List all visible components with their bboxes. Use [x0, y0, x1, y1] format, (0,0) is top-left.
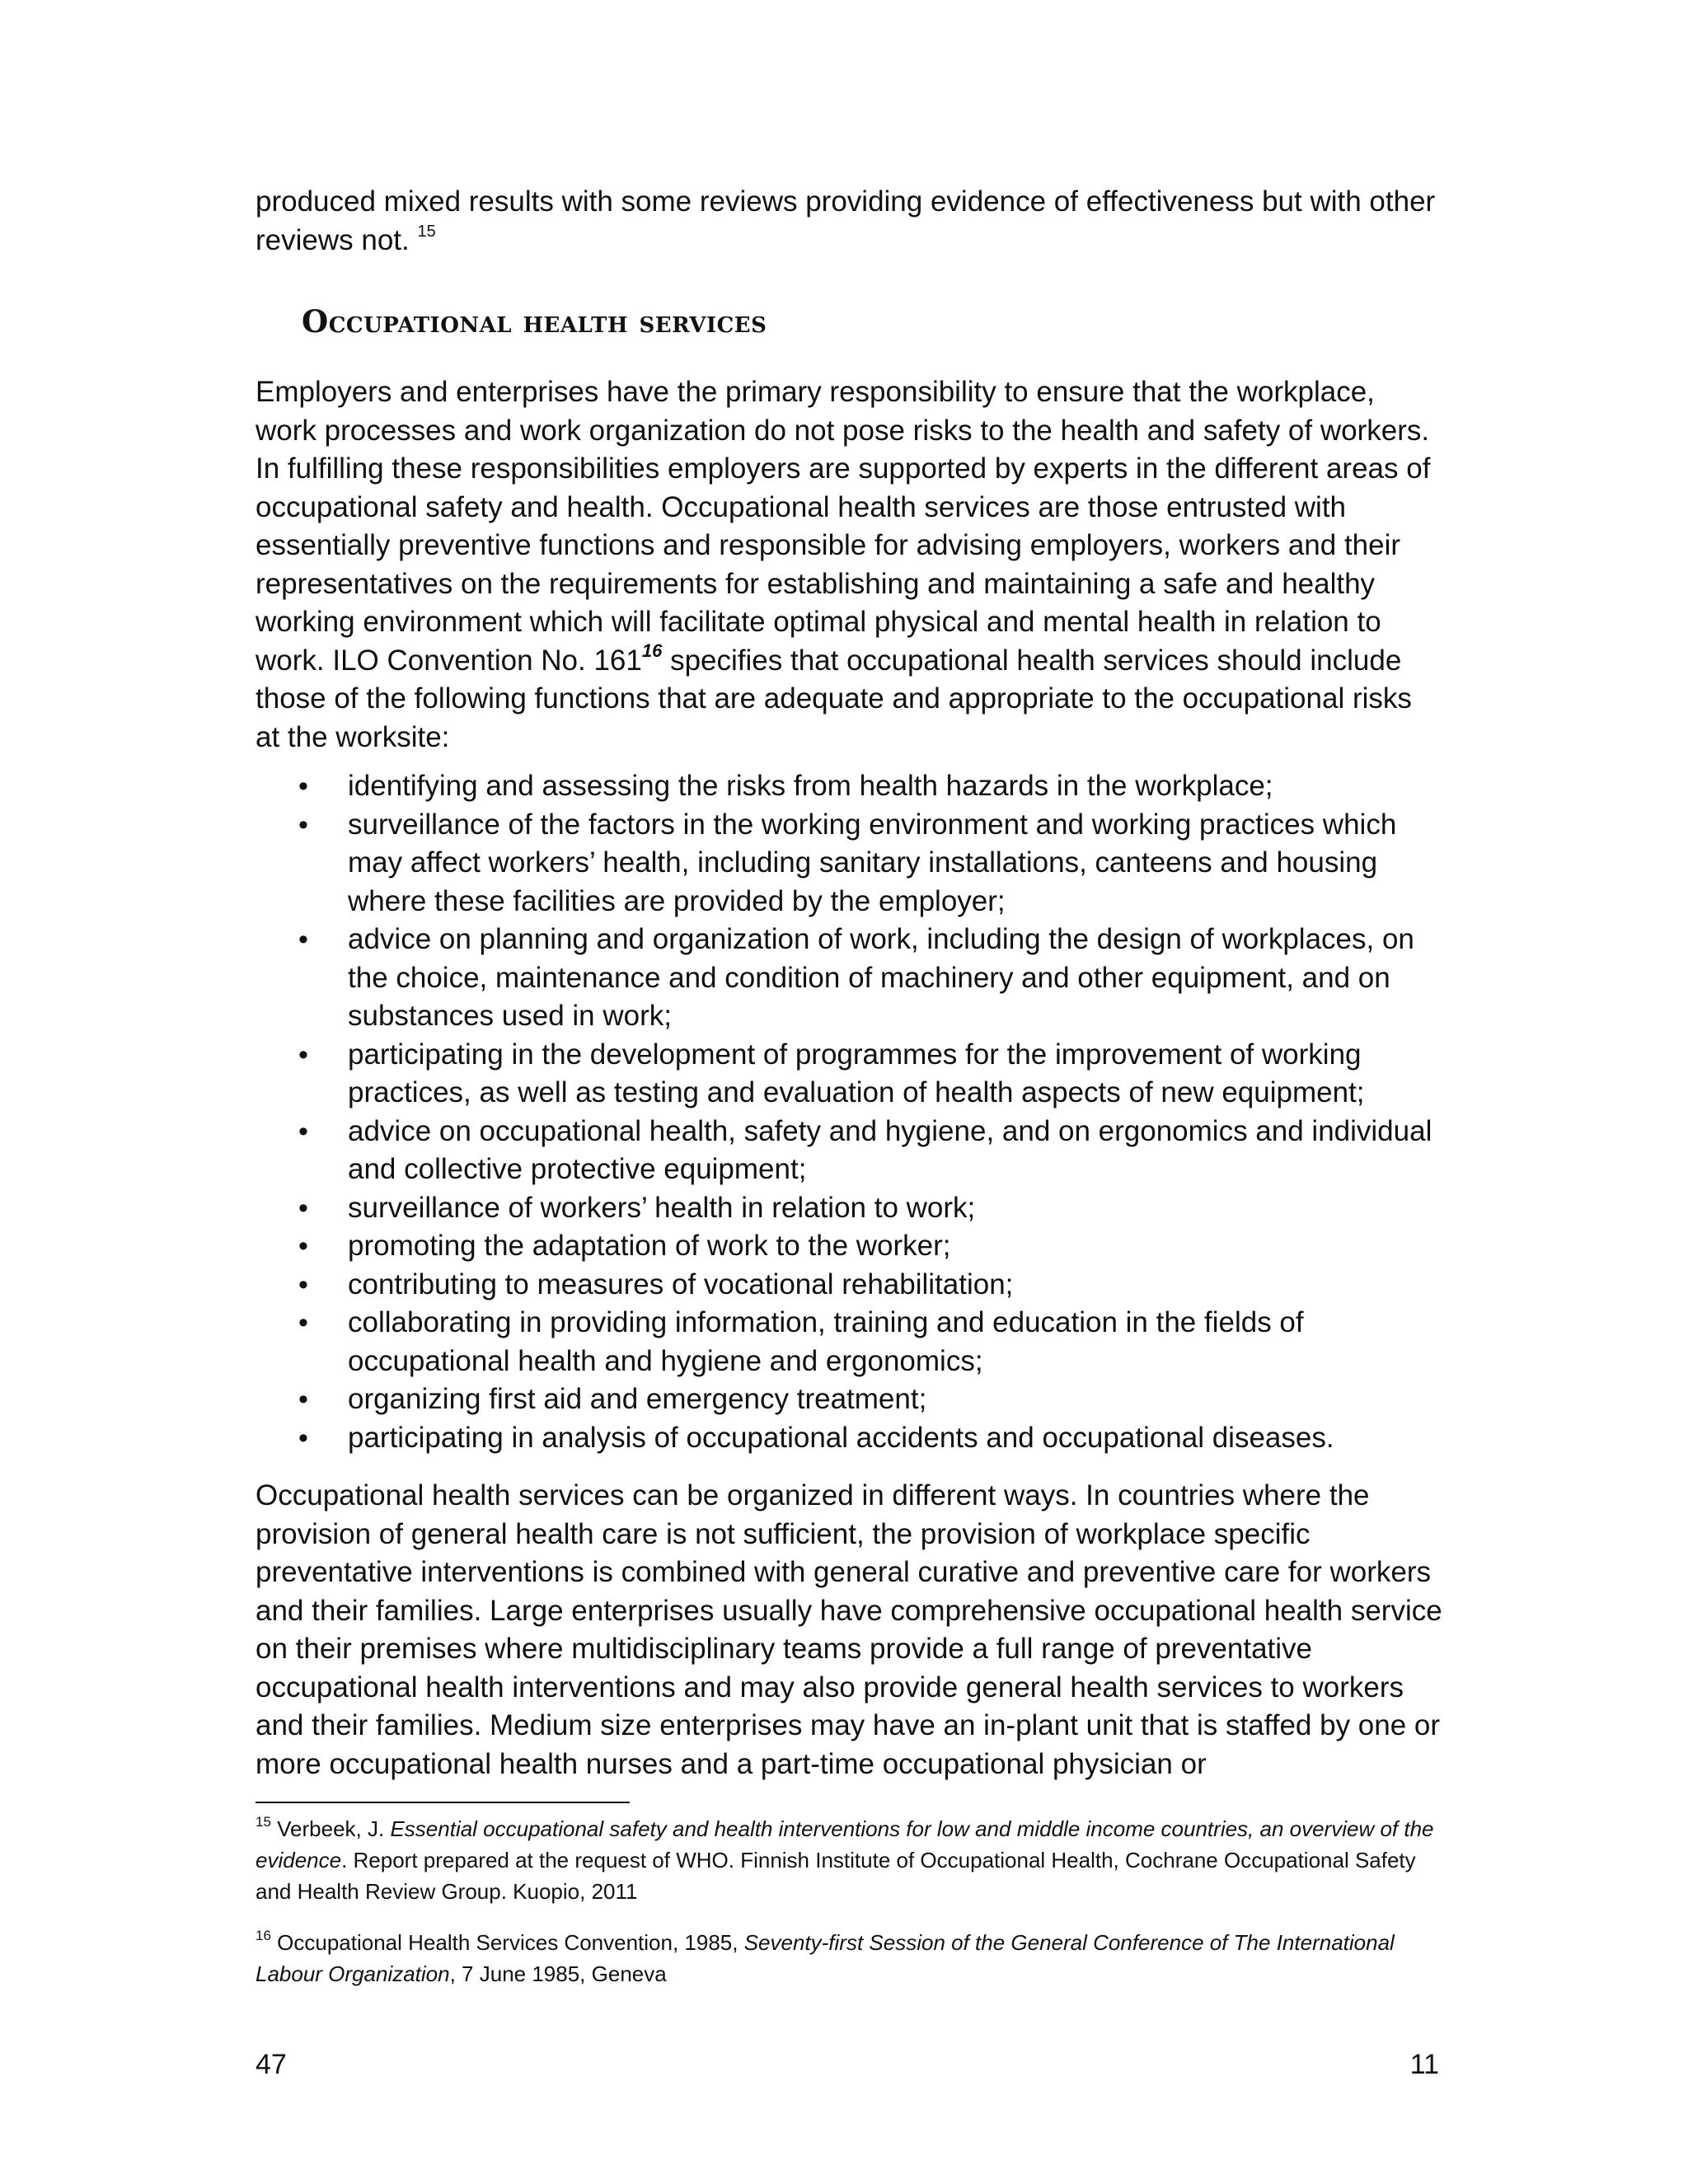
footnote-16-number: 16 [256, 1928, 271, 1943]
bullet-icon: • [298, 1038, 308, 1071]
bullet-icon: • [298, 1422, 308, 1454]
list-item-text: promoting the adaptation of work to the worker; [348, 1230, 951, 1262]
list-item-text: advice on occupational health, safety and hygiene, and on ergonomics and individual and collective protective equipment; [348, 1114, 1432, 1185]
list-item-text: collaborating in providing information, training and education in the fields of occupational health and hygiene and ergonomics; [348, 1306, 1304, 1377]
footnote-15-number: 15 [256, 1814, 271, 1830]
footnote-15-title: Essential occupational safety and health interventions for low and middle income countries, an overview of the evidence [256, 1816, 1434, 1872]
list-item-text: advice on planning and organization of work, including the design of workplaces, on the choice, maintenance and condition of machinery and other equipment, and on substances used in work; [348, 923, 1414, 1032]
list-item [256, 1380, 1442, 1419]
list-item-text: identifying and assessing the risks from health hazards in the workplace; [348, 770, 1273, 802]
list-item [256, 806, 1442, 921]
bullet-icon: • [298, 1384, 308, 1415]
list-item [256, 921, 1442, 1036]
footnote-16-lead: Occupational Health Services Convention, 1985, [270, 1930, 744, 1955]
section-heading: Occupational health services [302, 303, 767, 340]
bullet-icon: • [298, 1268, 308, 1301]
footnote-15 [256, 1813, 1442, 1907]
bullet-icon: • [298, 808, 308, 841]
footnote-15-author: Verbeek, J. [270, 1816, 391, 1841]
footnote-ref-16[interactable]: 16 [641, 640, 663, 661]
para1-text-before: Employers and enterprises have the primary responsibility to ensure that the workplace, work processes and work organization do not pose risks to the health and safety of workers. In fulfilling these responsibilities employers are supported by experts in the different areas of occupational safety and health. Occupational health services are those entrusted with essentially preventive functions and responsible for advising employers, workers and their representatives on the requirements for establishing and maintaining a safe and healthy working environment which will facilitate optimal physical and mental health in relation to work. ILO Convention No. 161 [256, 376, 1431, 677]
list-item-text: participating in analysis of occupational accidents and occupational diseases. [348, 1421, 1334, 1454]
list-item [256, 1227, 1442, 1266]
body-paragraph-2: Occupational health services can be organized in different ways. In countries where the provision of general health care is not sufficient, the provision of workplace specific preventative interventions is combined with general curative and preventive care for workers and their families. Large enterprises usually have comprehensive occupational health service on their premises where multidisciplinary teams provide a full range of preventative occupational health interventions and may also provide general health services to workers and their families. Medium size enterprises may have an in-plant unit that is staffed by one or more occupational health nurses and a part-time occupational physician or [256, 1479, 1442, 1780]
bullet-icon: • [298, 1230, 308, 1262]
page-number-right: 11 [1409, 2049, 1439, 2080]
footnote-16 [256, 1927, 1442, 1990]
list-item [256, 1304, 1442, 1380]
list-item-text: surveillance of the factors in the working environment and working practices which may affect workers’ health, including sanitary installations, canteens and housing where these facilities are provided by the employer; [348, 808, 1397, 917]
bullet-icon: • [298, 1192, 308, 1224]
list-item [256, 767, 1442, 806]
para1-text-after: specifies that occupational health services should include those of the following functions that are adequate and appropriate to the occupational risks at the worksite: [256, 644, 1412, 753]
intro-text: produced mixed results with some reviews providing evidence of effectiveness but with other reviews not. [256, 185, 1436, 256]
body-paragraph-1 [256, 373, 1442, 757]
list-item [256, 1419, 1442, 1458]
list-item [256, 1189, 1442, 1228]
functions-list [256, 767, 1442, 1457]
bullet-icon: • [298, 1115, 308, 1147]
footnote-16-rest: , 7 June 1985, Geneva [449, 1961, 667, 1986]
page-number-left: 47 [256, 2049, 287, 2080]
bullet-icon: • [298, 924, 308, 955]
list-item-text: participating in the development of programmes for the improvement of working practices, as well as testing and evaluation of health aspects of new equipment; [348, 1038, 1365, 1108]
intro-paragraph [256, 183, 1442, 260]
bullet-icon: • [298, 771, 308, 802]
list-item-text: contributing to measures of vocational rehabilitation; [348, 1268, 1014, 1301]
footnote-ref-15[interactable]: 15 [417, 222, 436, 241]
list-item [256, 1266, 1442, 1305]
list-item [256, 1113, 1442, 1189]
list-item-text: organizing first aid and emergency treatment; [348, 1383, 927, 1415]
bullet-icon: • [298, 1307, 308, 1338]
footnote-15-rest: . Report prepared at the request of WHO. Finnish Institute of Occupational Health, Cochrane Occupational Safety and Health Review Group. Kuopio, 2011 [256, 1848, 1416, 1904]
footnote-divider [256, 1802, 630, 1803]
footnote-16-title: Seventy-first Session of the General Conference of The International Labour Organization [256, 1930, 1395, 1986]
list-item-text: surveillance of workers’ health in relation to work; [348, 1191, 976, 1224]
list-item [256, 1036, 1442, 1113]
